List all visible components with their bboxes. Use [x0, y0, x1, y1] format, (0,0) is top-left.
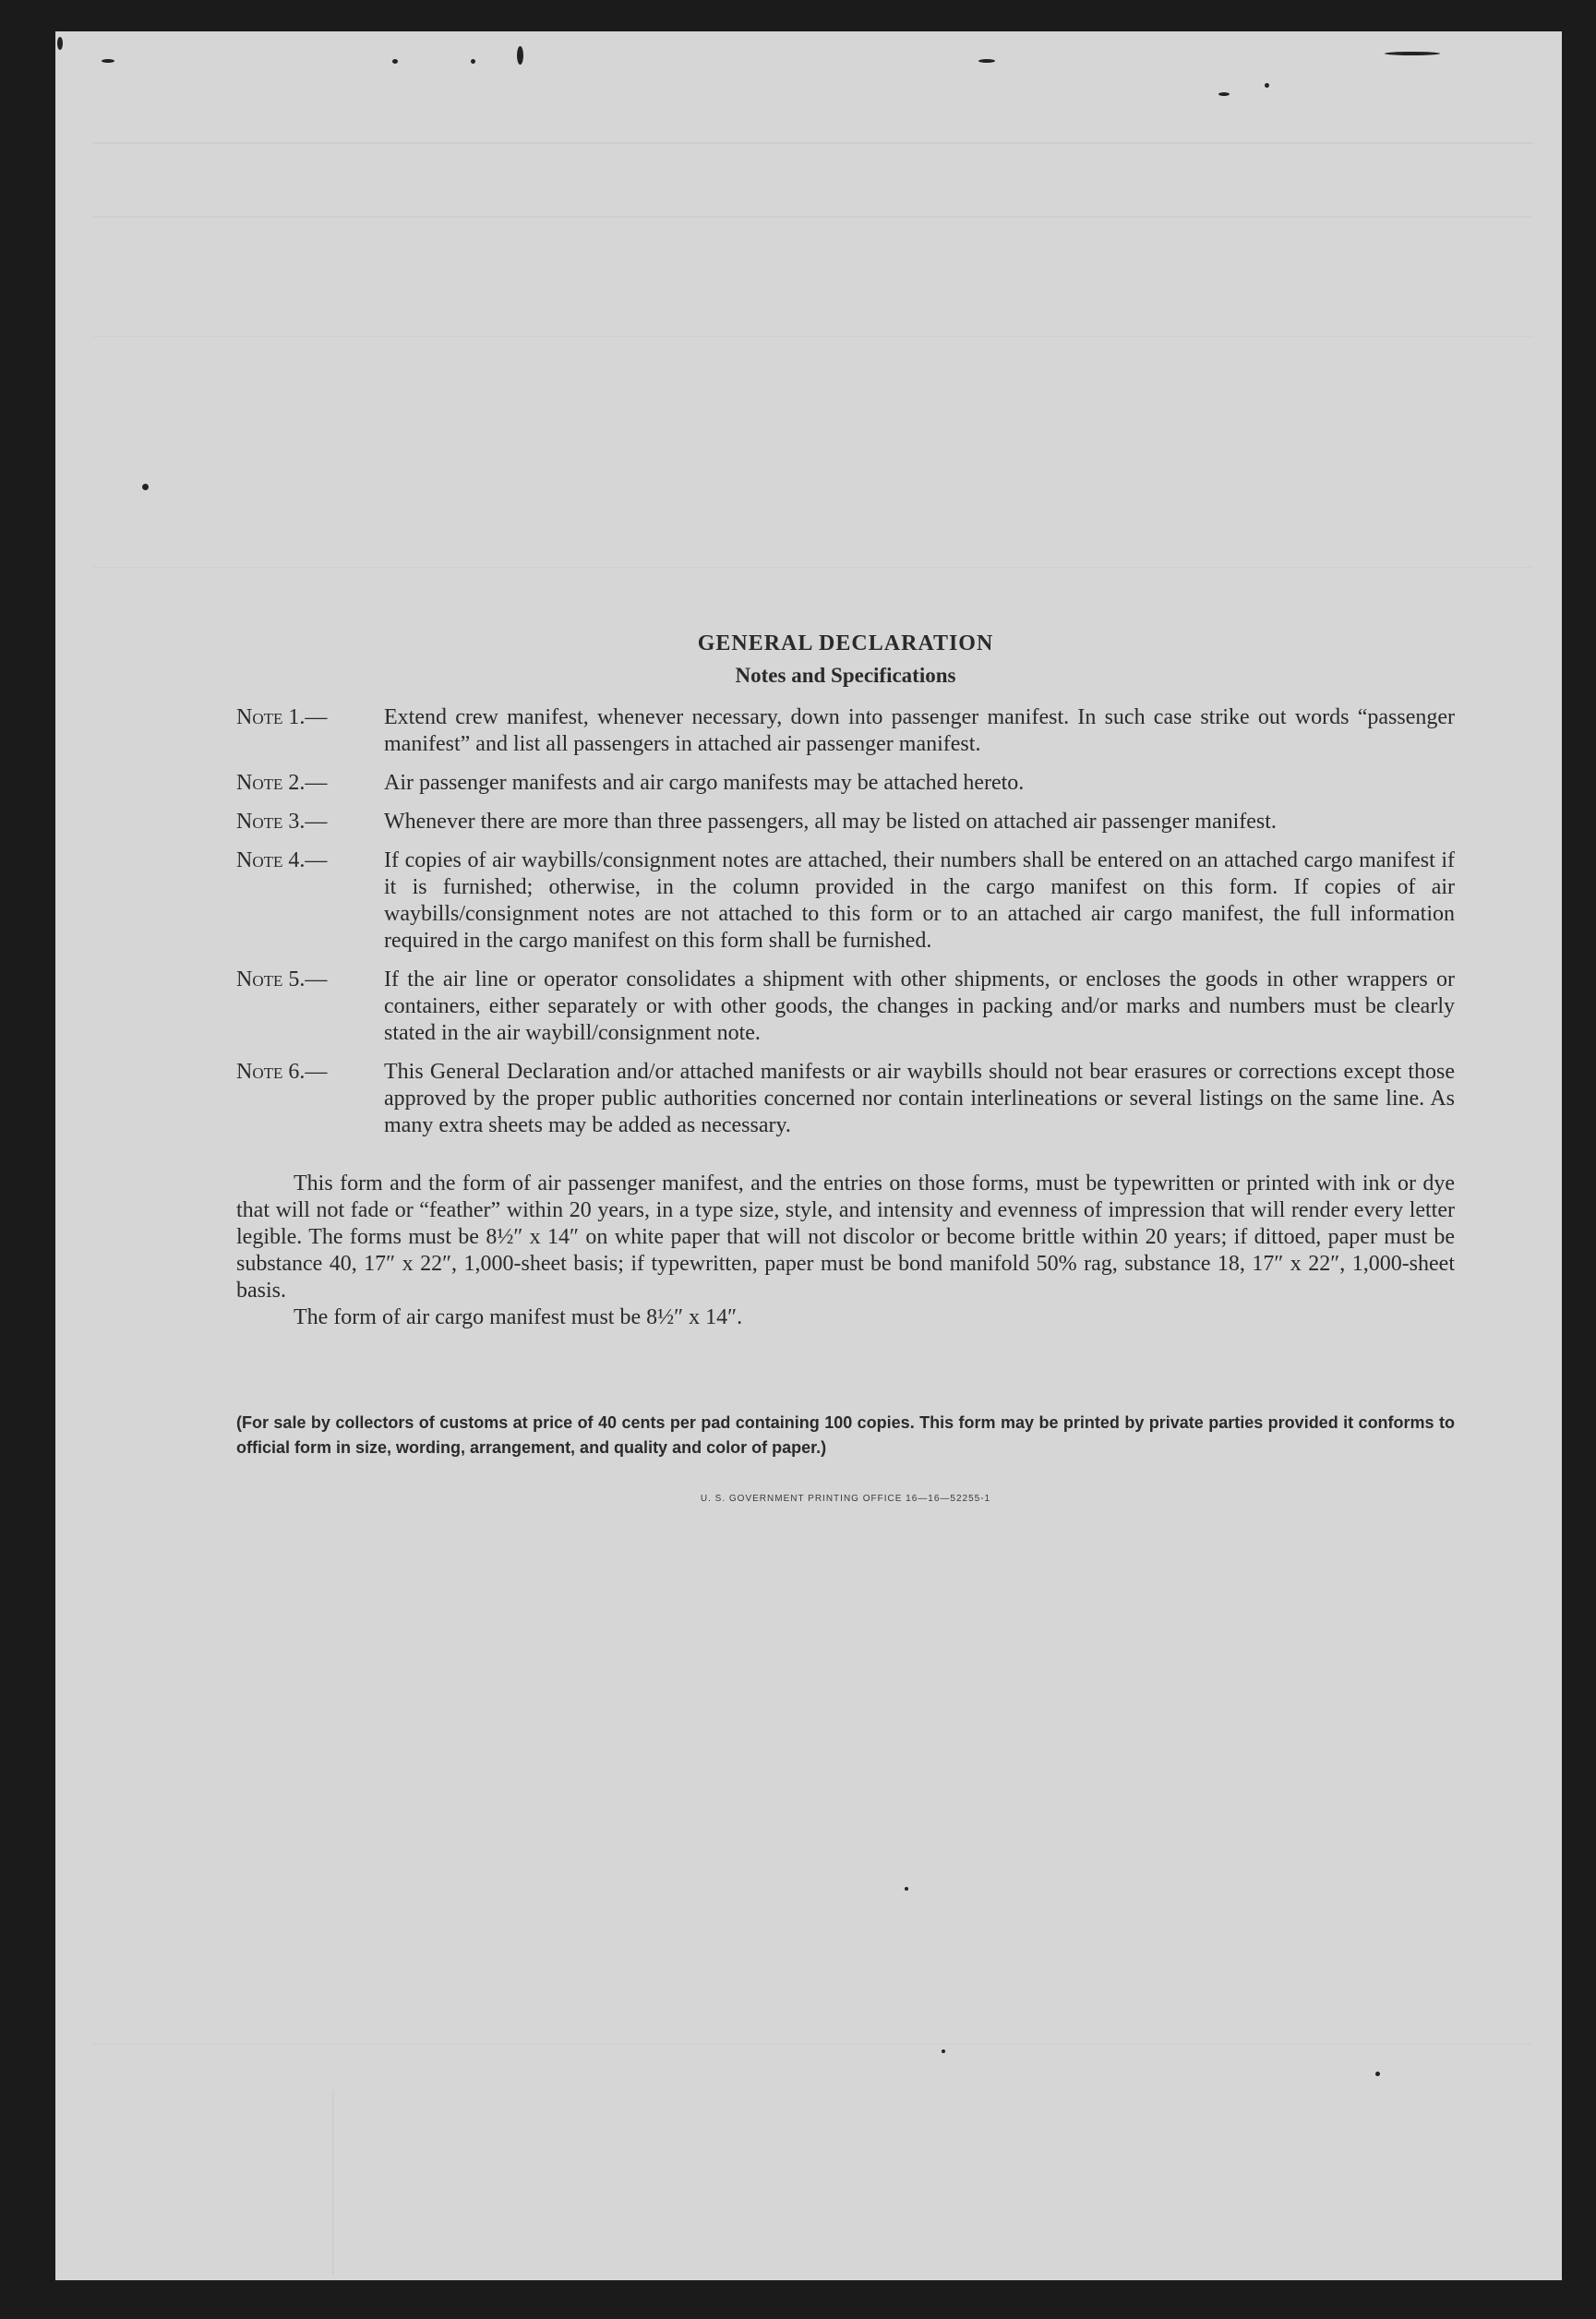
note-label: Note 1. [236, 705, 306, 729]
note-3: Note 3.— Whenever there are more than three passengers, all may be listed on attached air passenger manifest. [236, 809, 1455, 835]
note-text: If the air line or operator consolidates a shipment with other shipments, or encloses the goods in other wrappers or containers, either separately or with other goods, the changes in packing and/or marks and numbers must be clearly stated in the air waybill/consignment note. [384, 967, 1455, 1045]
bleed-through-line [92, 567, 1532, 568]
note-label: Note 2. [236, 771, 306, 795]
bleed-through-line [92, 2044, 1532, 2045]
note-text: Air passenger manifests and air cargo manifests may be attached hereto. [384, 771, 1025, 795]
note-6: Note 6.— This General Declaration and/or attached manifests or air waybills should not bear erasures or corrections except those approved by the proper public authorities concerned nor contain interlineations or several listings on the same line. As many extra sheets may be added as necessary. [236, 1060, 1455, 1137]
note-text: Extend crew manifest, whenever necessary, down into passenger manifest. In such case strike out words “passenger manifest” and list all passengers in attached air passenger manifest. [384, 705, 1455, 756]
document-title: GENERAL DECLARATION [697, 631, 994, 655]
speck-mark [1375, 2072, 1380, 2076]
note-text: This General Declaration and/or attached manifests or air waybills should not bear erasures or corrections except those approved by the proper public authorities concerned nor contain interlineations or several listings on the same line. As many extra sheets may be added as necessary. [384, 1060, 1455, 1137]
speck-mark [1265, 83, 1269, 88]
speck-mark [102, 59, 114, 63]
document-page [55, 31, 1562, 2280]
speck-mark [392, 59, 398, 64]
note-text: If copies of air waybills/consignment notes are attached, their numbers shall be entered on an attached cargo manifest if it is furnished; otherwise, in the column provided in the cargo manifest on this form. If copies of air waybills/consignment notes are not attached to this form or to an attached air cargo manifest, the full information required in the cargo manifest on this form shall be furnished. [384, 848, 1455, 953]
note-text: Whenever there are more than three passengers, all may be listed on attached air passenger manifest. [384, 810, 1277, 834]
note-label: Note 6. [236, 1060, 306, 1084]
speck-mark [517, 46, 523, 65]
speck-mark [1385, 52, 1440, 55]
note-label: Note 5. [236, 967, 306, 991]
speck-mark [1218, 92, 1230, 96]
speck-mark [905, 1887, 908, 1891]
note-2: Note 2.— Air passenger manifests and air cargo manifests may be attached hereto. [236, 770, 1455, 797]
form-specification-paragraph: This form and the form of air passenger manifest, and the entries on those forms, must be typewritten or printed with ink or dye that will not fade or “feather” within 20 years, in a type size, style, and intensity and evenness of impression that will render every letter legible. The forms must be 8½″ x 14″ on white paper that will not discolor or become brittle within 20 years; if dittoed, paper must be substance 40, 17″ x 22″, 1,000-sheet basis; if typewritten, paper must be bond manifold 50% rag, substance 18, 17″ x 22″, 1,000-sheet basis. [236, 1172, 1455, 1303]
speck-mark [57, 37, 63, 50]
note-4: Note 4.— If copies of air waybills/consignment notes are attached, their numbers shall be entered on an attached cargo manifest if it is furnished; otherwise, in the column provided in the cargo manifest on this form. If copies of air waybills/consignment notes are not attached to this form or to an attached air cargo manifest, the full information required in the cargo manifest on this form shall be furnished. [236, 848, 1455, 953]
bleed-through-line [92, 216, 1532, 218]
note-1: Note 1.— Extend crew manifest, whenever necessary, down into passenger manifest. In such case strike out words “passenger manifest” and list all passengers in attached air passenger manifest. [236, 705, 1455, 756]
bleed-through-line [92, 336, 1532, 337]
printer-imprint: U. S. GOVERNMENT PRINTING OFFICE 16—16—52255-1 [700, 1494, 991, 1504]
bleed-through-line [92, 142, 1532, 144]
speck-mark [142, 484, 149, 490]
cargo-manifest-size-paragraph: The form of air cargo manifest must be 8½″ x 14″. [294, 1305, 743, 1329]
document-subtitle: Notes and Specifications [735, 664, 956, 687]
note-label: Note 3. [236, 810, 306, 834]
declaration-notes [236, 631, 1455, 1504]
note-label: Note 4. [236, 848, 306, 872]
note-5: Note 5.— If the air line or operator consolidates a shipment with other shipments, or encloses the goods in other wrappers or containers, either separately or with other goods, the changes in packing and/or marks and numbers must be clearly stated in the air waybill/consignment note. [236, 967, 1455, 1045]
speck-mark [942, 2049, 945, 2053]
speck-mark [978, 59, 995, 63]
bleed-through-line [332, 2090, 334, 2275]
sale-notice: (For sale by collectors of customs at price of 40 cents per pad containing 100 copies. This form may be printed by private parties provided it conforms to official form in size, wording, arrangement, and quality and color of paper.) [236, 1413, 1455, 1457]
speck-mark [471, 59, 475, 64]
